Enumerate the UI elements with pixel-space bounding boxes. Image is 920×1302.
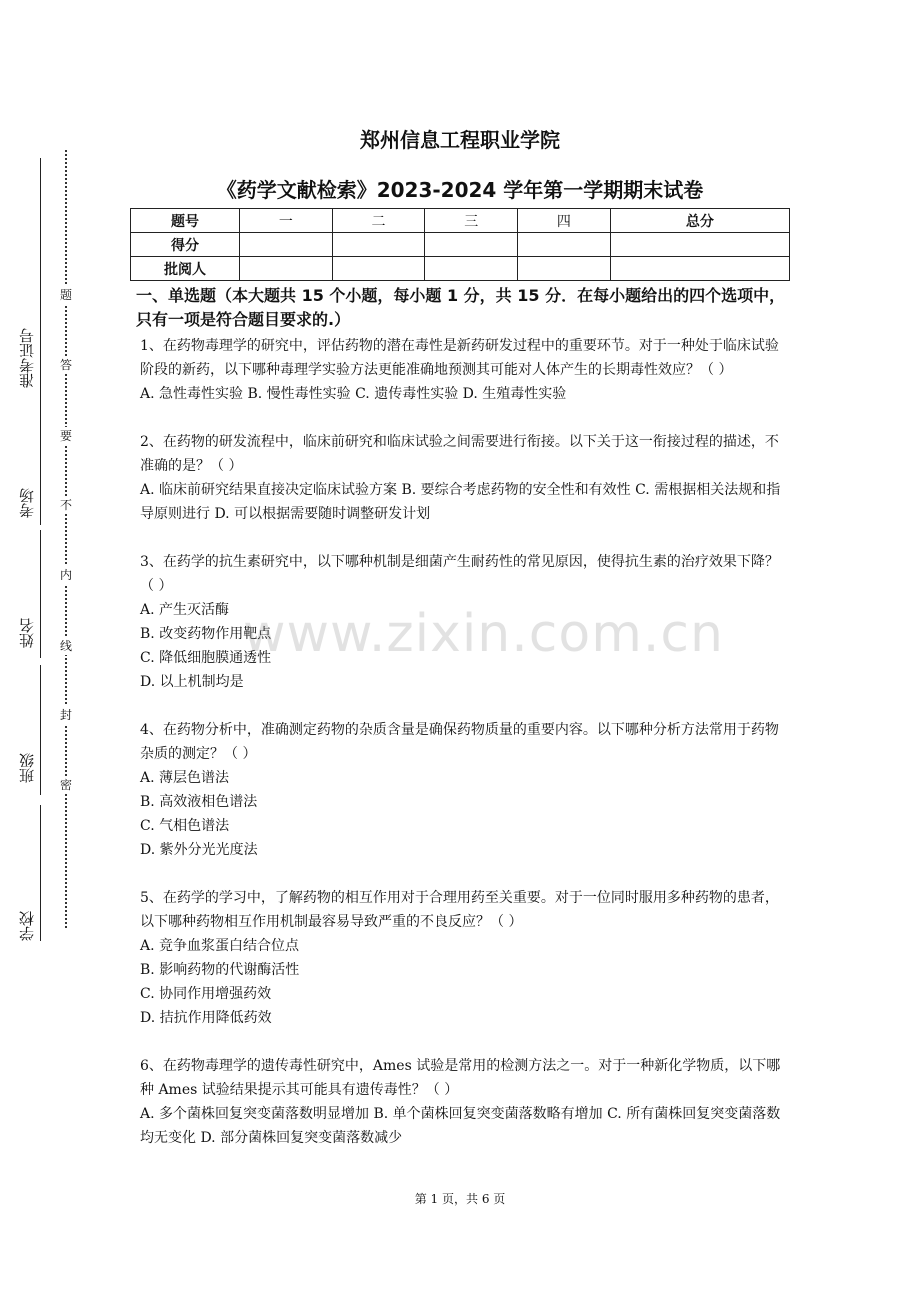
- field-class: [6, 665, 62, 810]
- question-options: A. 多个菌株回复突变菌落数明显增加 B. 单个菌株回复突变菌落数略有增加 C. 所有菌株回复突变菌落数均无变化 D. 部分菌株回复突变菌落数减少: [140, 1106, 781, 1146]
- table-row: [131, 233, 790, 257]
- option-d: D. 紫外分光光度法: [140, 842, 258, 858]
- score-cell: [518, 233, 611, 257]
- field-label: 考场: [18, 488, 36, 518]
- seal-char: 封: [59, 708, 72, 722]
- option-a: A. 竞争血浆蛋白结合位点: [140, 938, 300, 954]
- grader-cell: [332, 257, 425, 281]
- question-stem: 3、在药学的抗生素研究中，以下哪种机制是细菌产生耐药性的常见原因，使得抗生素的治疗效果下降？（ ）: [140, 554, 779, 594]
- score-table: [130, 208, 790, 281]
- question-options: A. 急性毒性实验 B. 慢性毒性实验 C. 遗传毒性实验 D. 生殖毒性实验: [140, 386, 567, 402]
- seal-char: 答: [59, 358, 72, 372]
- field-label: 姓名: [18, 618, 36, 648]
- option-a: A. 产生灭活酶: [140, 602, 230, 618]
- question-1: [140, 334, 790, 406]
- option-b: B. 改变药物作用靶点: [140, 626, 272, 642]
- option-a: A. 薄层色谱法: [140, 770, 230, 786]
- seal-char: 不: [59, 498, 72, 512]
- score-cell: [425, 233, 518, 257]
- score-cell: [332, 233, 425, 257]
- field-line: [40, 805, 41, 941]
- seal-char: 题: [59, 288, 72, 302]
- question-options: A. 临床前研究结果直接决定临床试验方案 B. 要综合考虑药物的安全性和有效性 C. 需根据相关法规和指导原则进行 D. 可以根据需要随时调整研发计划: [140, 482, 781, 522]
- question-stem: 4、在药物分析中，准确测定药物的杂质含量是确保药物质量的重要内容。以下哪种分析方法常用于药物杂质的测定？（ ）: [140, 722, 779, 762]
- field-line: [40, 665, 41, 795]
- column-header: 二: [332, 209, 425, 233]
- option-b: B. 高效液相色谱法: [140, 794, 258, 810]
- grader-cell: [425, 257, 518, 281]
- field-line: [40, 530, 41, 658]
- question-stem: 6、在药物毒理学的遗传毒性研究中，Ames 试验是常用的检测方法之一。对于一种新化学物质，以下哪种 Ames 试验结果提示其可能具有遗传毒性？（ ）: [140, 1058, 781, 1098]
- field-label: 准考证号: [18, 328, 36, 388]
- grader-cell: [518, 257, 611, 281]
- question-stem: 1、在药物毒理学的研究中，评估药物的潜在毒性是新药研发过程中的重要环节。对于一种处于临床试验阶段的新药，以下哪种毒理学实验方法更能准确地预测其可能对人体产生的长期毒性效应？（ ）: [140, 338, 779, 378]
- field-school: [6, 805, 62, 945]
- grader-cell: [610, 257, 789, 281]
- option-c: C. 气相色谱法: [140, 818, 230, 834]
- page-footer: 第 1 页，共 6 页: [414, 1192, 506, 1206]
- question-5: [140, 886, 790, 1030]
- option-c: C. 协同作用增强药效: [140, 986, 272, 1002]
- score-cell: [240, 233, 333, 257]
- row-label: 题号: [131, 209, 240, 233]
- exam-title: 《药学文献检索》2023-2024 学年第一学期期末试卷: [216, 178, 704, 202]
- option-d: D. 以上机制均是: [140, 674, 244, 690]
- option-c: C. 降低细胞膜通透性: [140, 650, 272, 666]
- column-header: 三: [425, 209, 518, 233]
- column-header: 一: [240, 209, 333, 233]
- field-label: 班级: [18, 753, 36, 783]
- seal-char: 要: [59, 429, 72, 443]
- field-label: 学校: [18, 911, 36, 941]
- section-heading: 一、单选题（本大题共 15 个小题，每小题 1 分，共 15 分．在每小题给出的四个选项中，只有一项是符合题目要求的.）: [136, 286, 786, 329]
- grader-cell: [240, 257, 333, 281]
- seal-char: 内: [59, 568, 72, 582]
- watermark: www.zixin.com.cn: [243, 604, 724, 664]
- exam-body: [136, 284, 790, 1174]
- row-label: 批阅人: [131, 257, 240, 281]
- school-name: 郑州信息工程职业学院: [360, 128, 560, 152]
- field-exam-room: [6, 400, 62, 540]
- seal-line: [65, 150, 67, 928]
- option-d: D. 拮抗作用降低药效: [140, 1010, 272, 1026]
- field-line: [40, 400, 41, 525]
- question-4: [140, 718, 790, 862]
- question-3: [140, 550, 790, 694]
- question-stem: 2、在药物的研发流程中，临床前研究和临床试验之间需要进行衔接。以下关于这一衔接过程的描述，不准确的是？（ ）: [140, 434, 779, 474]
- seal-char: 密: [59, 778, 72, 792]
- question-6: [140, 1054, 790, 1150]
- question-stem: 5、在药学的学习中，了解药物的相互作用对于合理用药至关重要。对于一位同时服用多种药物的患者，以下哪种药物相互作用机制最容易导致严重的不良反应？（ ）: [140, 890, 779, 930]
- table-row: [131, 257, 790, 281]
- column-header: 四: [518, 209, 611, 233]
- row-label: 得分: [131, 233, 240, 257]
- seal-char: 线: [59, 639, 72, 653]
- field-name: [6, 530, 62, 670]
- question-2: [140, 430, 790, 526]
- table-row: [131, 209, 790, 233]
- score-cell: [610, 233, 789, 257]
- column-header: 总分: [610, 209, 789, 233]
- option-b: B. 影响药物的代谢酶活性: [140, 962, 300, 978]
